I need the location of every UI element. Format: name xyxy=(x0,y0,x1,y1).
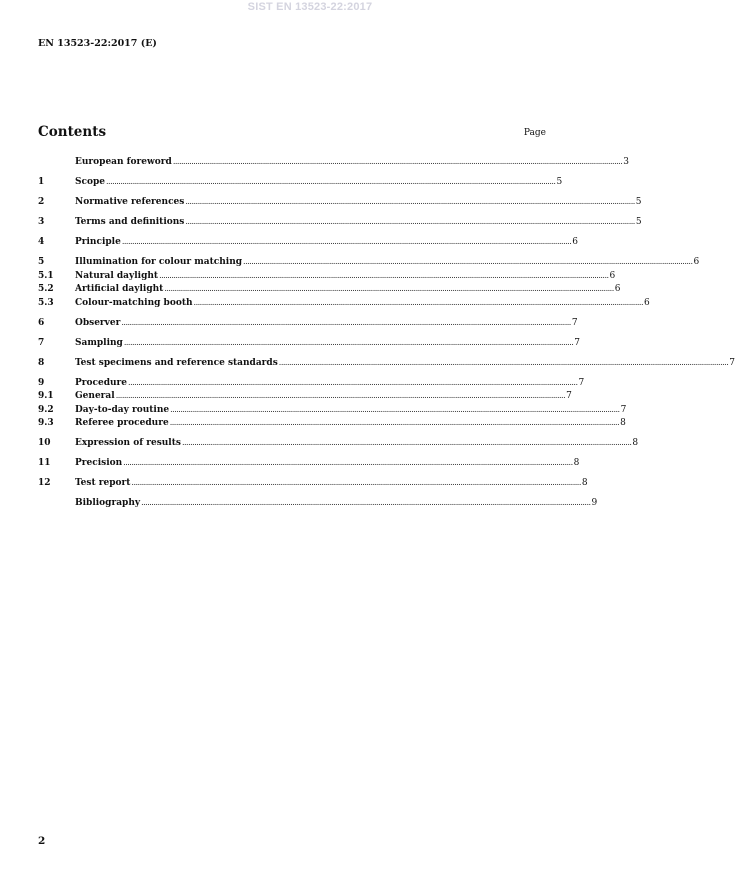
toc-entry-page: 9 xyxy=(591,498,598,508)
toc-entry-title: Natural daylight xyxy=(75,270,159,281)
toc-entry-number: 9.2 xyxy=(38,404,54,415)
dot-leader: ............................................................................................................................................................................................................................ xyxy=(278,357,729,367)
toc-entry[interactable] xyxy=(38,177,563,191)
toc-entry-title: Artificial daylight xyxy=(75,284,164,294)
toc-entry-title: European foreword xyxy=(75,157,172,167)
toc-entry-number: 1 xyxy=(38,177,45,187)
toc-entry[interactable] xyxy=(38,337,581,352)
toc-entry[interactable] xyxy=(38,157,629,171)
toc-entry[interactable] xyxy=(38,217,642,231)
toc-entry-page: 7 xyxy=(566,391,572,401)
toc-entry-number: 11 xyxy=(38,458,51,468)
document-id: EN 13523-22:2017 (E) xyxy=(38,38,157,49)
dot-leader: ............................................................................................................................................................................................................................ xyxy=(185,197,635,206)
toc-entry-page: 5 xyxy=(556,177,563,187)
toc-entry-title: Referee procedure xyxy=(75,418,169,428)
toc-entry-number: 5 xyxy=(38,257,45,267)
toc-entry-page: 7 xyxy=(729,357,735,368)
toc-entry[interactable] xyxy=(38,270,616,285)
toc-entry-page: 5 xyxy=(635,197,642,207)
toc-entry-title: Colour-matching booth xyxy=(75,297,193,308)
toc-entry-page: 7 xyxy=(574,337,581,348)
toc-entry-number: 4 xyxy=(38,237,45,247)
toc-entry-number: 3 xyxy=(38,217,45,227)
toc-entry-number: 7 xyxy=(38,337,45,348)
toc-entry[interactable] xyxy=(38,458,580,472)
toc-entry-page: 8 xyxy=(573,458,580,468)
dot-leader: ............................................................................................................................................................................................................................ xyxy=(172,157,623,166)
toc-entry-page: 8 xyxy=(581,478,588,488)
toc-entry-title: Scope xyxy=(75,177,106,187)
toc-entry-page: 6 xyxy=(614,284,621,294)
toc-entry-number: 2 xyxy=(38,197,45,207)
dot-leader: ............................................................................................................................................................................................................................ xyxy=(169,418,620,427)
toc-entry-page: 6 xyxy=(609,270,616,281)
toc-entry-number: 9 xyxy=(38,377,45,388)
toc-entry-title: Expression of results xyxy=(75,438,181,448)
dot-leader: ............................................................................................................................................................................................................................ xyxy=(121,237,572,246)
toc-entry[interactable] xyxy=(38,391,572,405)
toc-entry-title: Terms and definitions xyxy=(75,217,185,227)
toc-entry-number: 5.2 xyxy=(38,284,54,294)
toc-entry-page: 6 xyxy=(644,297,650,308)
toc-entry-title: Test report xyxy=(75,478,131,488)
toc-entry[interactable] xyxy=(38,237,578,251)
toc-entry-number: 12 xyxy=(38,478,51,488)
toc-entry-page: 5 xyxy=(635,217,642,227)
dot-leader: ............................................................................................................................................................................................................................ xyxy=(159,270,609,280)
toc-entry-page: 6 xyxy=(572,237,578,247)
toc-entry[interactable] xyxy=(38,418,626,432)
toc-entry[interactable] xyxy=(38,404,627,419)
toc-entry[interactable] xyxy=(38,257,700,271)
toc-entry-title: Precision xyxy=(75,458,123,468)
dot-leader: ............................................................................................................................................................................................................................ xyxy=(131,478,581,487)
dot-leader: ............................................................................................................................................................................................................................ xyxy=(115,391,566,400)
table-of-contents xyxy=(38,157,735,512)
dot-leader: ............................................................................................................................................................................................................................ xyxy=(243,257,693,266)
dot-leader: ............................................................................................................................................................................................................................ xyxy=(164,284,614,293)
toc-entry-page: 7 xyxy=(620,404,627,415)
dot-leader: ............................................................................................................................................................................................................................ xyxy=(123,337,574,347)
toc-entry-page: 7 xyxy=(578,377,585,388)
toc-entry-title: General xyxy=(75,391,115,401)
toc-entry-number: 9.3 xyxy=(38,418,54,428)
toc-entry[interactable] xyxy=(38,438,639,452)
toc-entry[interactable] xyxy=(38,377,585,392)
toc-entry-page: 7 xyxy=(571,317,578,328)
toc-entry-title: Day-to-day routine xyxy=(75,404,170,415)
dot-leader: ............................................................................................................................................................................................................................ xyxy=(170,404,620,414)
toc-entry-title: Normative references xyxy=(75,197,185,207)
dot-leader: ............................................................................................................................................................................................................................ xyxy=(123,458,573,467)
toc-entry-page: 8 xyxy=(620,418,626,428)
toc-entry-page: 6 xyxy=(693,257,700,267)
toc-entry-title: Procedure xyxy=(75,377,128,388)
toc-entry-number: 8 xyxy=(38,357,45,368)
toc-entry[interactable] xyxy=(38,197,642,211)
contents-heading: Contents xyxy=(38,124,107,140)
dot-leader: ............................................................................................................................................................................................................................ xyxy=(185,217,635,226)
toc-entry-title: Principle xyxy=(75,237,121,247)
dot-leader: ............................................................................................................................................................................................................................ xyxy=(121,317,571,327)
toc-entry-title: Illumination for colour matching xyxy=(75,257,243,267)
dot-leader: ............................................................................................................................................................................................................................ xyxy=(193,297,643,307)
page-number: 2 xyxy=(38,835,46,847)
toc-entry[interactable] xyxy=(38,357,735,372)
toc-entry-title: Observer xyxy=(75,317,121,328)
page-column-label: Page xyxy=(523,128,546,138)
toc-entry-title: Bibliography xyxy=(75,498,141,508)
toc-entry[interactable] xyxy=(38,284,621,298)
toc-entry-title: Sampling xyxy=(75,337,123,348)
toc-entry[interactable] xyxy=(38,317,578,332)
toc-entry[interactable] xyxy=(38,297,650,312)
dot-leader: ............................................................................................................................................................................................................................ xyxy=(128,377,578,387)
toc-entry-page: 3 xyxy=(623,157,629,167)
toc-entry-number: 5.3 xyxy=(38,297,54,308)
toc-entry-number: 5.1 xyxy=(38,270,54,281)
dot-leader: ............................................................................................................................................................................................................................ xyxy=(181,438,632,447)
dot-leader: ............................................................................................................................................................................................................................ xyxy=(141,498,591,507)
toc-entry-number: 10 xyxy=(38,438,51,448)
toc-entry-title: Test specimens and reference standards xyxy=(75,357,278,368)
toc-entry-page: 8 xyxy=(632,438,639,448)
toc-entry-number: 6 xyxy=(38,317,45,328)
toc-entry[interactable] xyxy=(38,498,598,512)
watermark: SIST EN 13523-22:2017 xyxy=(247,1,373,13)
toc-entry[interactable] xyxy=(38,478,588,492)
dot-leader: ............................................................................................................................................................................................................................ xyxy=(106,177,556,186)
toc-entry-number: 9.1 xyxy=(38,391,54,401)
